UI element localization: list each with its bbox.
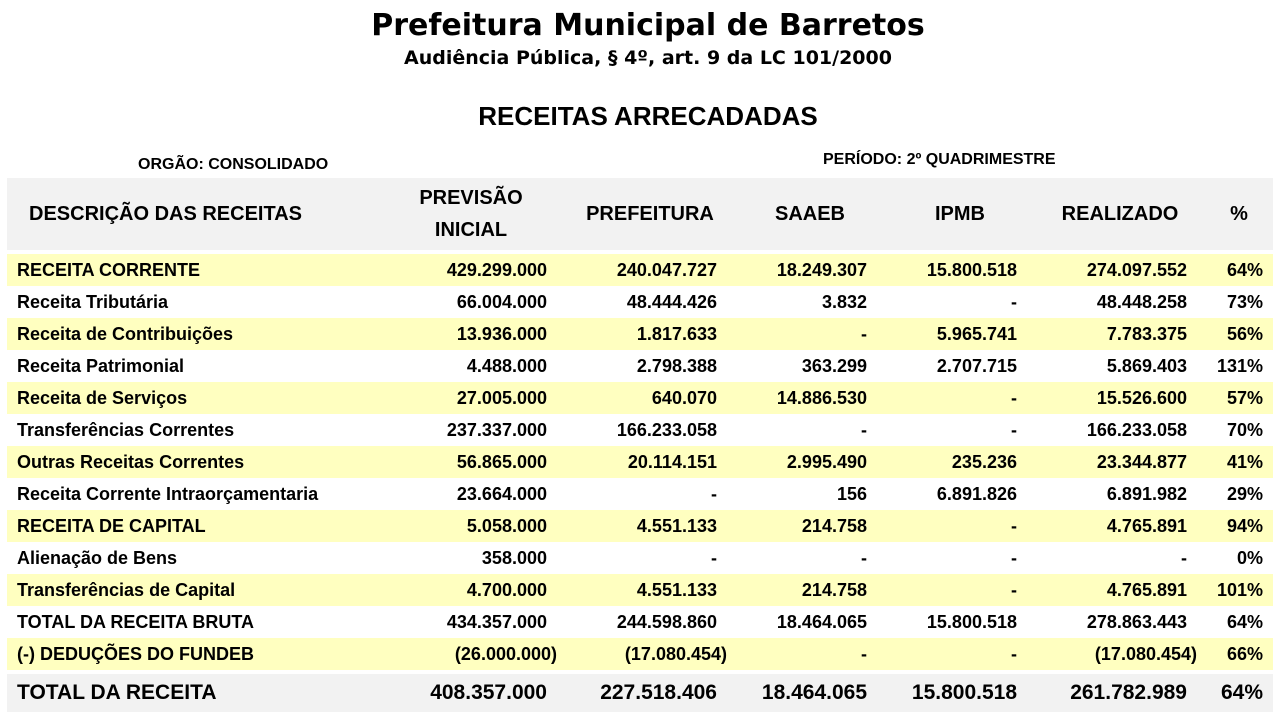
cell-saaeb: 214.758	[735, 574, 885, 606]
cell-saaeb: 14.886.530	[735, 382, 885, 414]
cell-descricao: Outras Receitas Correntes	[7, 446, 377, 478]
cell-pct: 101%	[1205, 574, 1273, 606]
total-saaeb: 18.464.065	[735, 674, 885, 712]
cell-previsao: 56.865.000	[377, 446, 565, 478]
table-row	[7, 542, 1273, 574]
cell-saaeb: 18.249.307	[735, 254, 885, 286]
table-row	[7, 510, 1273, 542]
cell-saaeb: -	[735, 638, 885, 670]
table-row	[7, 254, 1273, 286]
section-title: RECEITAS ARRECADADAS	[478, 101, 818, 131]
col-header-previsao-line2: INICIAL	[434, 219, 508, 241]
cell-previsao: (26.000.000)	[377, 638, 565, 670]
table-row	[7, 478, 1273, 510]
cell-descricao: Alienação de Bens	[7, 542, 377, 574]
cell-realizado: 278.863.443	[1035, 606, 1205, 638]
cell-pct: 57%	[1205, 382, 1273, 414]
cell-realizado: 5.869.403	[1035, 350, 1205, 382]
cell-ipmb: 6.891.826	[885, 478, 1035, 510]
orgao-label: ORGÃO: CONSOLIDADO	[138, 156, 329, 173]
cell-realizado: 166.233.058	[1035, 414, 1205, 446]
cell-ipmb: -	[885, 574, 1035, 606]
cell-pct: 29%	[1205, 478, 1273, 510]
cell-descricao: Receita Patrimonial	[7, 350, 377, 382]
page-title: Prefeitura Municipal de Barretos	[371, 8, 925, 43]
cell-realizado: 4.765.891	[1035, 510, 1205, 542]
cell-previsao: 358.000	[377, 542, 565, 574]
cell-ipmb: -	[885, 510, 1035, 542]
col-header-saaeb: SAAEB	[735, 178, 885, 250]
cell-descricao: Receita Tributária	[7, 286, 377, 318]
periodo-label: PERÍODO: 2º QUADRIMESTRE	[823, 151, 1056, 168]
cell-descricao: Receita de Contribuições	[7, 318, 377, 350]
cell-realizado: 23.344.877	[1035, 446, 1205, 478]
table-total-row	[7, 674, 1273, 712]
cell-descricao: Receita de Serviços	[7, 382, 377, 414]
cell-descricao: RECEITA CORRENTE	[7, 254, 377, 286]
cell-previsao: 434.357.000	[377, 606, 565, 638]
cell-pct: 70%	[1205, 414, 1273, 446]
cell-saaeb: 3.832	[735, 286, 885, 318]
receitas-table	[7, 178, 1273, 712]
cell-pct: 64%	[1205, 254, 1273, 286]
cell-ipmb: -	[885, 286, 1035, 318]
cell-realizado: 4.765.891	[1035, 574, 1205, 606]
cell-ipmb: 5.965.741	[885, 318, 1035, 350]
cell-prefeitura: (17.080.454)	[565, 638, 735, 670]
cell-saaeb: -	[735, 414, 885, 446]
cell-prefeitura: 640.070	[565, 382, 735, 414]
table-row	[7, 318, 1273, 350]
cell-ipmb: 15.800.518	[885, 606, 1035, 638]
cell-saaeb: 18.464.065	[735, 606, 885, 638]
cell-saaeb: 156	[735, 478, 885, 510]
cell-prefeitura: 240.047.727	[565, 254, 735, 286]
table-row	[7, 606, 1273, 638]
cell-descricao: (-) DEDUÇÕES DO FUNDEB	[7, 638, 377, 670]
cell-realizado: 7.783.375	[1035, 318, 1205, 350]
cell-prefeitura: 2.798.388	[565, 350, 735, 382]
table-row	[7, 350, 1273, 382]
cell-previsao: 4.700.000	[377, 574, 565, 606]
cell-pct: 56%	[1205, 318, 1273, 350]
cell-prefeitura: 48.444.426	[565, 286, 735, 318]
cell-previsao: 4.488.000	[377, 350, 565, 382]
cell-realizado: (17.080.454)	[1035, 638, 1205, 670]
table-row	[7, 574, 1273, 606]
total-ipmb: 15.800.518	[885, 674, 1035, 712]
cell-previsao: 13.936.000	[377, 318, 565, 350]
table-row	[7, 446, 1273, 478]
total-realizado: 261.782.989	[1035, 674, 1205, 712]
cell-prefeitura: 244.598.860	[565, 606, 735, 638]
cell-prefeitura: -	[565, 478, 735, 510]
cell-ipmb: -	[885, 414, 1035, 446]
col-header-prefeitura: PREFEITURA	[565, 178, 735, 250]
cell-realizado: -	[1035, 542, 1205, 574]
cell-prefeitura: 4.551.133	[565, 510, 735, 542]
cell-ipmb: 15.800.518	[885, 254, 1035, 286]
cell-realizado: 274.097.552	[1035, 254, 1205, 286]
cell-realizado: 48.448.258	[1035, 286, 1205, 318]
table-row	[7, 638, 1273, 670]
cell-prefeitura: 20.114.151	[565, 446, 735, 478]
table-row	[7, 414, 1273, 446]
cell-previsao: 237.337.000	[377, 414, 565, 446]
cell-previsao: 27.005.000	[377, 382, 565, 414]
total-previsao: 408.357.000	[377, 674, 565, 712]
total-descricao: TOTAL DA RECEITA	[7, 674, 377, 712]
col-header-pct: %	[1205, 178, 1273, 250]
cell-descricao: Transferências de Capital	[7, 574, 377, 606]
table-row	[7, 382, 1273, 414]
col-header-previsao-line1: PREVISÃO	[419, 187, 523, 209]
cell-realizado: 15.526.600	[1035, 382, 1205, 414]
col-header-previsao	[377, 178, 565, 250]
cell-ipmb: 235.236	[885, 446, 1035, 478]
cell-previsao: 23.664.000	[377, 478, 565, 510]
col-header-descricao: DESCRIÇÃO DAS RECEITAS	[7, 178, 377, 250]
cell-saaeb: -	[735, 318, 885, 350]
cell-pct: 94%	[1205, 510, 1273, 542]
receitas-table-container	[7, 178, 1273, 712]
cell-pct: 131%	[1205, 350, 1273, 382]
cell-ipmb: -	[885, 382, 1035, 414]
total-prefeitura: 227.518.406	[565, 674, 735, 712]
cell-saaeb: 214.758	[735, 510, 885, 542]
total-pct: 64%	[1205, 674, 1273, 712]
page-subtitle: Audiência Pública, § 4º, art. 9 da LC 101/2000	[404, 47, 892, 69]
table-row	[7, 286, 1273, 318]
cell-descricao: TOTAL DA RECEITA BRUTA	[7, 606, 377, 638]
cell-descricao: Transferências Correntes	[7, 414, 377, 446]
col-header-ipmb: IPMB	[885, 178, 1035, 250]
cell-ipmb: 2.707.715	[885, 350, 1035, 382]
cell-pct: 64%	[1205, 606, 1273, 638]
cell-pct: 73%	[1205, 286, 1273, 318]
table-header-row	[7, 178, 1273, 250]
cell-prefeitura: 166.233.058	[565, 414, 735, 446]
col-header-realizado: REALIZADO	[1035, 178, 1205, 250]
cell-saaeb: -	[735, 542, 885, 574]
cell-previsao: 5.058.000	[377, 510, 565, 542]
cell-prefeitura: 1.817.633	[565, 318, 735, 350]
cell-prefeitura: -	[565, 542, 735, 574]
cell-pct: 66%	[1205, 638, 1273, 670]
cell-saaeb: 2.995.490	[735, 446, 885, 478]
cell-pct: 41%	[1205, 446, 1273, 478]
cell-pct: 0%	[1205, 542, 1273, 574]
cell-descricao: Receita Corrente Intraorçamentaria	[7, 478, 377, 510]
cell-prefeitura: 4.551.133	[565, 574, 735, 606]
cell-saaeb: 363.299	[735, 350, 885, 382]
cell-realizado: 6.891.982	[1035, 478, 1205, 510]
cell-ipmb: -	[885, 638, 1035, 670]
cell-previsao: 429.299.000	[377, 254, 565, 286]
cell-descricao: RECEITA DE CAPITAL	[7, 510, 377, 542]
cell-ipmb: -	[885, 542, 1035, 574]
cell-previsao: 66.004.000	[377, 286, 565, 318]
